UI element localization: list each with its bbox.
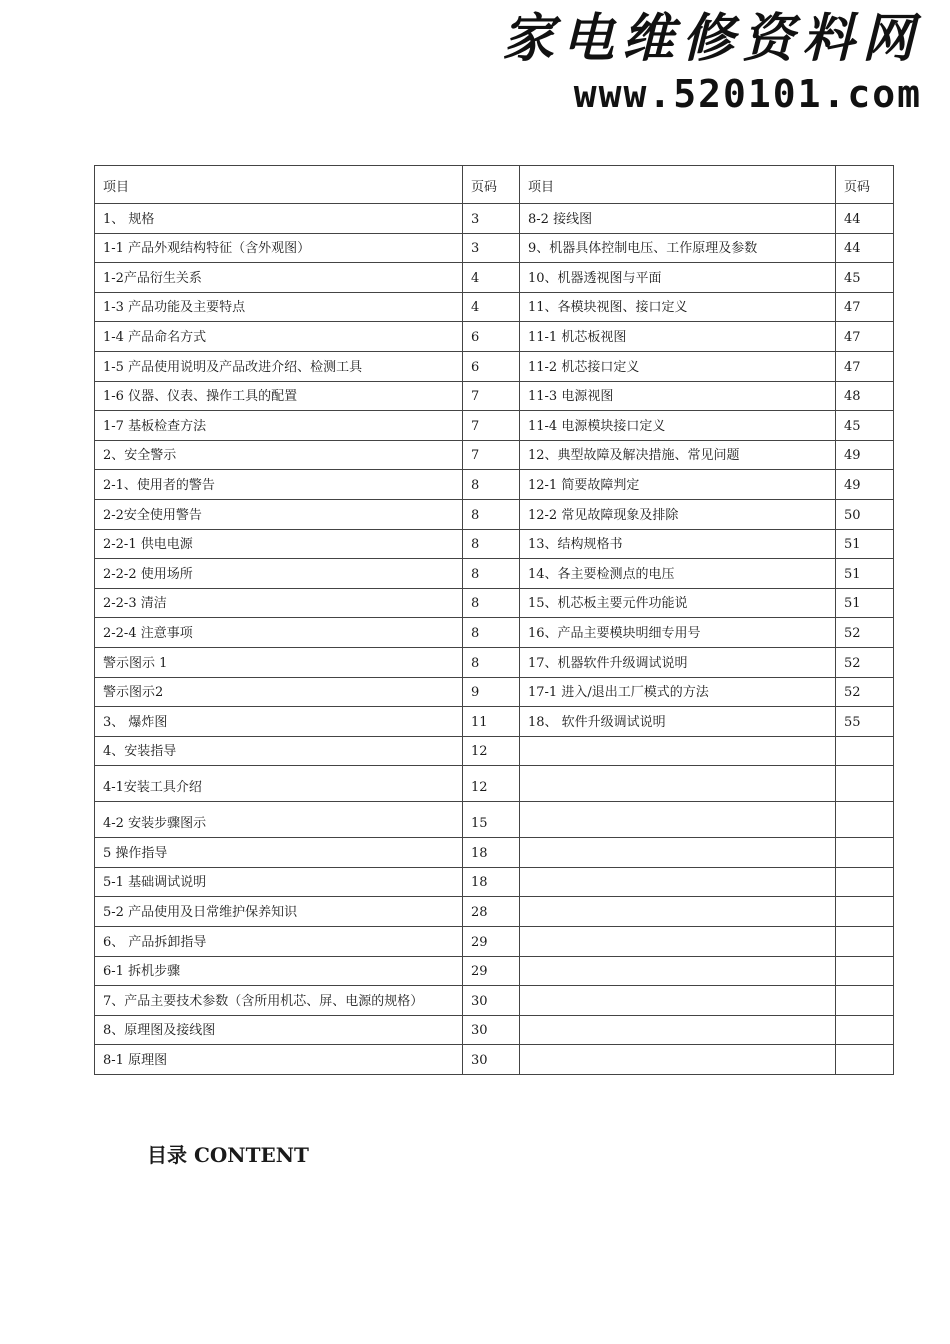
table-row [95, 838, 894, 868]
toc-item-left: 6-1 拆机步骤 [95, 956, 463, 986]
table-row [95, 470, 894, 500]
toc-page-right: 45 [836, 263, 894, 293]
table-row [95, 292, 894, 322]
toc-page-left: 7 [463, 440, 520, 470]
table-row [95, 381, 894, 411]
toc-page-right: 51 [836, 529, 894, 559]
table-row [95, 707, 894, 737]
table-row [95, 322, 894, 352]
toc-item-right: 10、机器透视图与平面 [520, 263, 836, 293]
toc-item-right [520, 766, 836, 802]
toc-page-left: 3 [463, 204, 520, 234]
toc-page-right: 52 [836, 677, 894, 707]
toc-item-left: 1、 规格 [95, 204, 463, 234]
toc-item-right: 11-1 机芯板视图 [520, 322, 836, 352]
toc-page-right [836, 986, 894, 1016]
toc-item-right: 13、结构规格书 [520, 529, 836, 559]
toc-page-right: 47 [836, 292, 894, 322]
toc-page-left: 12 [463, 766, 520, 802]
toc-page-left: 15 [463, 802, 520, 838]
toc-table [94, 165, 894, 1075]
table-row [95, 618, 894, 648]
toc-page-left: 30 [463, 986, 520, 1016]
table-row [95, 986, 894, 1016]
toc-item-left: 2-2-2 使用场所 [95, 559, 463, 589]
toc-page-left: 8 [463, 529, 520, 559]
toc-item-left: 8-1 原理图 [95, 1045, 463, 1075]
table-row [95, 233, 894, 263]
toc-page-right [836, 956, 894, 986]
toc-item-right [520, 1015, 836, 1045]
toc-page-right: 52 [836, 647, 894, 677]
toc-item-right [520, 927, 836, 957]
toc-item-left: 4、安装指导 [95, 736, 463, 766]
toc-item-right: 8-2 接线图 [520, 204, 836, 234]
toc-item-right [520, 1045, 836, 1075]
toc-item-left: 警示图示 1 [95, 647, 463, 677]
table-row [95, 440, 894, 470]
toc-page-right [836, 802, 894, 838]
toc-item-left: 3、 爆炸图 [95, 707, 463, 737]
toc-page-left: 30 [463, 1045, 520, 1075]
toc-page-right: 47 [836, 351, 894, 381]
toc-page-right: 49 [836, 440, 894, 470]
toc-item-right: 12-1 简要故障判定 [520, 470, 836, 500]
toc-page-left: 18 [463, 838, 520, 868]
toc-item-right: 12、典型故障及解决措施、常见问题 [520, 440, 836, 470]
toc-item-left: 2-2-3 清洁 [95, 588, 463, 618]
toc-page-right: 52 [836, 618, 894, 648]
toc-page-left: 30 [463, 1015, 520, 1045]
toc-page-left: 8 [463, 588, 520, 618]
toc-page-right: 47 [836, 322, 894, 352]
toc-item-right [520, 986, 836, 1016]
watermark-url: www.520101.com [573, 72, 922, 116]
toc-item-right: 12-2 常见故障现象及排除 [520, 499, 836, 529]
table-row [95, 499, 894, 529]
toc-page-left: 7 [463, 411, 520, 441]
watermark [502, 6, 922, 116]
toc-item-left: 2-2-4 注意事项 [95, 618, 463, 648]
table-row [95, 897, 894, 927]
toc-item-right: 11-3 电源视图 [520, 381, 836, 411]
header-item-left: 项目 [95, 166, 463, 204]
toc-page-right: 49 [836, 470, 894, 500]
toc-item-right: 11-2 机芯接口定义 [520, 351, 836, 381]
toc-page-left: 8 [463, 618, 520, 648]
toc-item-left: 8、原理图及接线图 [95, 1015, 463, 1045]
table-row [95, 647, 894, 677]
toc-page-left: 6 [463, 351, 520, 381]
toc-item-left: 5-2 产品使用及日常维护保养知识 [95, 897, 463, 927]
toc-header-row [95, 166, 894, 204]
toc-page-left: 29 [463, 956, 520, 986]
table-row [95, 411, 894, 441]
toc-item-left: 5 操作指导 [95, 838, 463, 868]
toc-page-right: 55 [836, 707, 894, 737]
table-row [95, 736, 894, 766]
toc-item-right: 14、各主要检测点的电压 [520, 559, 836, 589]
toc-page-left: 4 [463, 263, 520, 293]
table-row [95, 956, 894, 986]
toc-item-right: 18、 软件升级调试说明 [520, 707, 836, 737]
toc-item-right [520, 867, 836, 897]
toc-item-left: 4-1安装工具介绍 [95, 766, 463, 802]
toc-page-right [836, 1045, 894, 1075]
toc-item-right [520, 838, 836, 868]
toc-item-left: 1-5 产品使用说明及产品改进介绍、检测工具 [95, 351, 463, 381]
toc-item-left: 2、安全警示 [95, 440, 463, 470]
toc-page-right: 51 [836, 559, 894, 589]
toc-page-left: 11 [463, 707, 520, 737]
toc-item-left: 警示图示2 [95, 677, 463, 707]
table-row [95, 263, 894, 293]
toc-page-right: 48 [836, 381, 894, 411]
toc-page-right: 44 [836, 233, 894, 263]
toc-item-right: 15、机芯板主要元件功能说 [520, 588, 836, 618]
toc-page-left: 8 [463, 499, 520, 529]
table-row [95, 559, 894, 589]
table-row [95, 766, 894, 802]
toc-page-left: 28 [463, 897, 520, 927]
toc-page-right [836, 736, 894, 766]
toc-item-right: 17-1 进入/退出工厂模式的方法 [520, 677, 836, 707]
toc-item-right: 16、产品主要模块明细专用号 [520, 618, 836, 648]
toc-page-left: 8 [463, 559, 520, 589]
toc-item-left: 1-7 基板检查方法 [95, 411, 463, 441]
toc-item-left: 5-1 基础调试说明 [95, 867, 463, 897]
table-row [95, 1045, 894, 1075]
toc-page-left: 8 [463, 647, 520, 677]
toc-page-left: 7 [463, 381, 520, 411]
header-page-left: 页码 [463, 166, 520, 204]
toc-page-left: 3 [463, 233, 520, 263]
toc-item-left: 2-2安全使用警告 [95, 499, 463, 529]
toc-item-right [520, 956, 836, 986]
table-row [95, 927, 894, 957]
table-row [95, 351, 894, 381]
toc-item-left: 2-1、使用者的警告 [95, 470, 463, 500]
toc-page-right [836, 1015, 894, 1045]
table-row [95, 204, 894, 234]
watermark-title: 家电维修资料网 [501, 8, 922, 69]
header-item-right: 项目 [520, 166, 836, 204]
toc-item-right: 17、机器软件升级调试说明 [520, 647, 836, 677]
toc-item-left: 1-2产品衍生关系 [95, 263, 463, 293]
header-page-right: 页码 [836, 166, 894, 204]
toc-page-right [836, 766, 894, 802]
table-row [95, 677, 894, 707]
page-title: 目录 CONTENT [147, 1143, 309, 1167]
toc-page-right: 50 [836, 499, 894, 529]
toc-item-right [520, 736, 836, 766]
toc-item-left: 1-3 产品功能及主要特点 [95, 292, 463, 322]
toc-page-left: 12 [463, 736, 520, 766]
toc-page-left: 8 [463, 470, 520, 500]
toc-item-right: 11-4 电源模块接口定义 [520, 411, 836, 441]
toc-item-right: 11、各模块视图、接口定义 [520, 292, 836, 322]
toc-item-right [520, 897, 836, 927]
toc-item-left: 7、产品主要技术参数（含所用机芯、屏、电源的规格） [95, 986, 463, 1016]
toc-page-right: 45 [836, 411, 894, 441]
toc-page-left: 6 [463, 322, 520, 352]
toc-page-left: 4 [463, 292, 520, 322]
table-row [95, 529, 894, 559]
toc-page-right [836, 867, 894, 897]
toc-item-left: 4-2 安装步骤图示 [95, 802, 463, 838]
table-row [95, 867, 894, 897]
toc-item-right: 9、机器具体控制电压、工作原理及参数 [520, 233, 836, 263]
toc-page-right [836, 897, 894, 927]
toc-page-left: 18 [463, 867, 520, 897]
table-row [95, 1015, 894, 1045]
toc-item-left: 1-6 仪器、仪表、操作工具的配置 [95, 381, 463, 411]
toc-item-left: 1-1 产品外观结构特征（含外观图） [95, 233, 463, 263]
toc-page-right [836, 838, 894, 868]
table-row [95, 802, 894, 838]
toc-item-left: 1-4 产品命名方式 [95, 322, 463, 352]
toc-page-right: 44 [836, 204, 894, 234]
toc-item-left: 6、 产品拆卸指导 [95, 927, 463, 957]
table-row [95, 588, 894, 618]
toc-item-left: 2-2-1 供电电源 [95, 529, 463, 559]
toc-page-right: 51 [836, 588, 894, 618]
toc-item-right [520, 802, 836, 838]
toc-page-left: 29 [463, 927, 520, 957]
toc-page-right [836, 927, 894, 957]
toc-page-left: 9 [463, 677, 520, 707]
